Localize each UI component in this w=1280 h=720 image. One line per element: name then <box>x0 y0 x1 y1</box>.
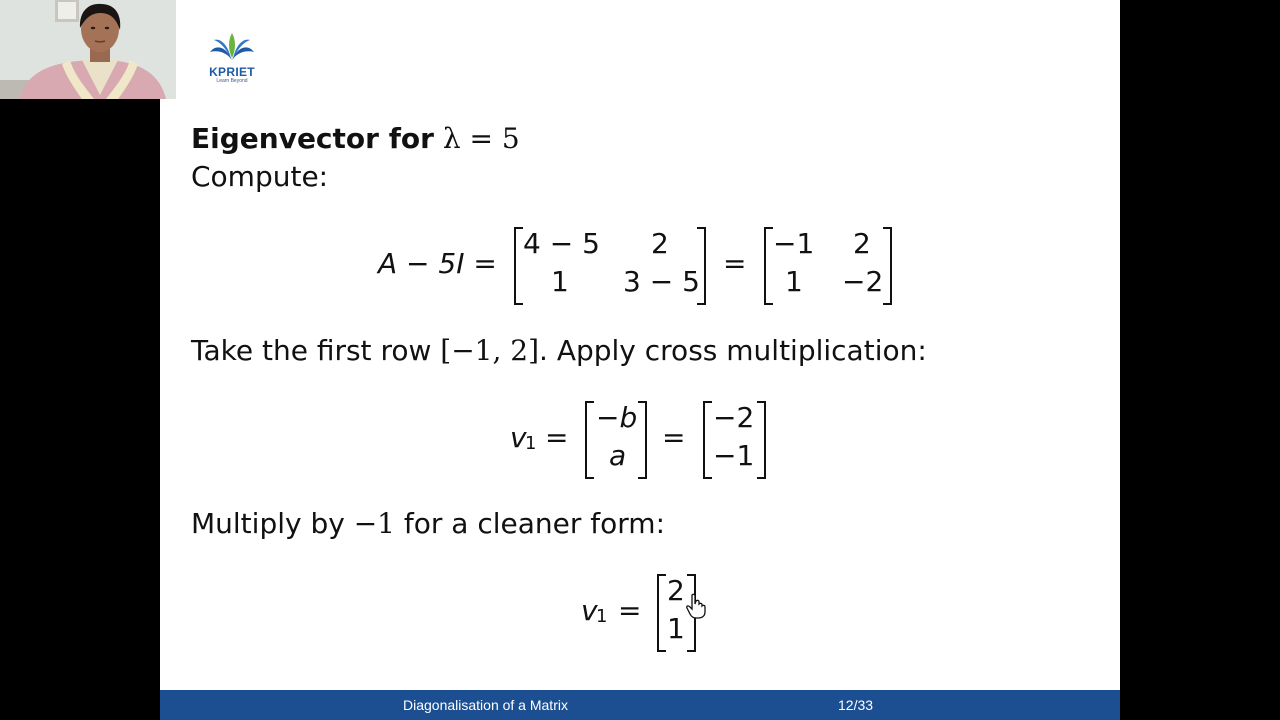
vec2-bottom: −1 <box>713 439 755 472</box>
right-bracket-icon <box>755 401 767 479</box>
heading-text: Eigenvector for <box>191 122 434 155</box>
multiply-math: −1 <box>353 507 395 540</box>
multiply-sentence <box>191 507 665 541</box>
eq1-lhs: A − 5I = <box>378 247 497 280</box>
take-row-text-a: Take the first row <box>191 334 441 367</box>
left-bracket-icon <box>584 401 596 479</box>
m2-r2c1: 1 <box>785 265 803 298</box>
eq1-equals: = <box>723 247 747 280</box>
eq2-sub: 1 <box>525 433 537 454</box>
multiply-text-b: for a cleaner form: <box>395 507 666 540</box>
vec3-top: 2 <box>667 574 685 607</box>
vec2-top: −2 <box>713 401 755 434</box>
m1-r2c1: 1 <box>551 265 569 298</box>
slide <box>160 0 1120 720</box>
compute-label: Compute: <box>191 160 329 193</box>
hand-pointer-icon <box>685 593 707 619</box>
right-bracket-icon <box>695 227 707 305</box>
logo-mark-icon <box>204 30 260 64</box>
presenter-video-icon <box>0 0 176 99</box>
m1-r1c1: 4 − 5 <box>523 227 600 260</box>
logo-tagline: Learn Beyond <box>216 78 248 84</box>
right-bracket-icon <box>881 227 893 305</box>
m1-r1c2: 2 <box>651 227 669 260</box>
heading-lambda: λ = 5 <box>442 122 520 155</box>
m2-r1c2: 2 <box>853 227 871 260</box>
m1-r2c2: 3 − 5 <box>623 265 700 298</box>
take-row-sentence <box>191 334 927 368</box>
logo-name: KPRIET <box>209 65 255 79</box>
take-row-text-b: . Apply cross multiplication: <box>539 334 927 367</box>
eq3-sub: 1 <box>596 606 608 627</box>
m2-r1c1: −1 <box>773 227 815 260</box>
multiply-text-a: Multiply by <box>191 507 354 540</box>
take-row-math: [−1, 2] <box>440 334 540 367</box>
equation-v1-cross <box>510 399 775 481</box>
slide-content <box>160 0 1120 690</box>
eq2-equals-b: = <box>662 421 686 454</box>
equation-a-minus-5i <box>378 225 898 307</box>
footer-title: Diagonalisation of a Matrix <box>403 697 568 713</box>
kpriet-logo <box>202 30 262 90</box>
vec3-bottom: 1 <box>667 612 685 645</box>
eq3-equals: = <box>618 594 642 627</box>
vec1-bottom: a <box>609 439 627 472</box>
eq2-equals-a: = <box>545 421 569 454</box>
slide-footer <box>160 690 1120 720</box>
footer-page-number: 12/33 <box>838 697 874 713</box>
vec1-top: −b <box>596 401 638 434</box>
presenter-webcam <box>0 0 176 99</box>
slide-heading <box>191 122 520 156</box>
right-bracket-icon <box>636 401 648 479</box>
eq2-v: v <box>510 421 527 454</box>
m2-r2c2: −2 <box>842 265 884 298</box>
eq3-v: v <box>581 594 598 627</box>
